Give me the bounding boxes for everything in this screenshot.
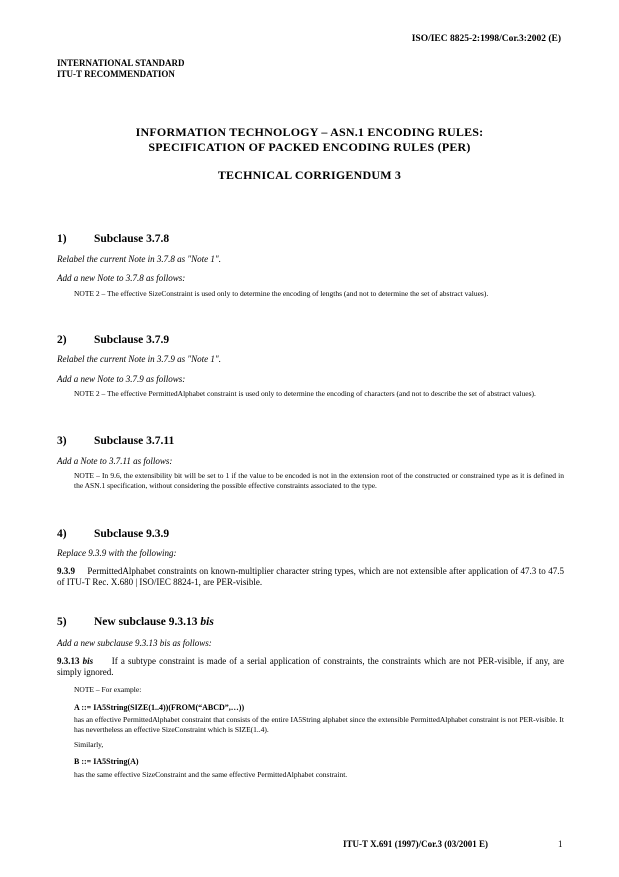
asn1-code-line: A ::= IA5String(SIZE(1..4))(FROM(“ABCD”,…)) [74,703,245,712]
section-title: New subclause 9.3.13 [94,616,198,628]
subclause-number: 9.3.9 [57,566,75,576]
note: NOTE – In 9.6, the extensibility bit will be set to 1 if the value to be encoded is not in the extension root of the constructed or constrained type as it is defined in the ASN.1 specification, without considering the possible effective constraints associated to the type. [74,471,564,490]
instruction: Relabel the current Note in 3.7.8 as "Note 1". [57,254,221,264]
section-2-heading [57,334,169,346]
section-number: 4) [57,528,67,540]
section-number: 3) [57,435,67,447]
subclause-number: 9.3.13 [57,656,80,666]
standard-line-2: ITU-T RECOMMENDATION [57,69,175,79]
subclause-number-suffix: bis [82,656,94,666]
section-4-heading [57,528,169,540]
standard-line-1: INTERNATIONAL STANDARD [57,58,185,68]
section-3-heading [57,435,174,447]
instruction: Add a Note to 3.7.11 as follows: [57,456,173,466]
instruction: Add a new Note to 3.7.8 as follows: [57,273,186,283]
note-text: has an effective PermittedAlphabet constraint that consists of the entire IA5String alphabet since the extensible PermittedAlphabet constraint is not PER-visible. It has nevertheless an effective SizeConstraint which is SIZE(1..4). [74,715,564,734]
subclause-paragraph [57,656,564,678]
note: NOTE 2 – The effective SizeConstraint is used only to determine the encoding of lengths (and not to determine the set of abstract values). [74,289,489,298]
page-number: 1 [558,839,563,849]
section-title: Subclause 3.7.9 [94,334,170,346]
title-line-1: INFORMATION TECHNOLOGY – ASN.1 ENCODING RULES: [135,125,484,139]
subclause-paragraph [57,566,564,588]
note-text: has the same effective SizeConstraint and the same effective PermittedAlphabet constraint. [74,770,348,779]
note-text: Similarly, [74,740,104,749]
note: NOTE 2 – The effective PermittedAlphabet constraint is used only to determine the encoding of characters (and not to describe the set of abstract values). [74,389,536,398]
subclause-text: PermittedAlphabet constraints on known-multiplier character string types, which are not extensible after application of 47.3 to 47.5 of ITU-T Rec. X.680 | ISO/IEC 8824-1, are PER-visible. [57,566,565,587]
subclause-text: If a subtype constraint is made of a serial application of constraints, the constraints which are not PER-visible, if any, are simply ignored. [57,656,564,677]
instruction: Relabel the current Note in 3.7.9 as "Note 1". [57,354,221,364]
doc-reference: ISO/IEC 8825-2:1998/Cor.3:2002 (E) [411,34,561,44]
section-number: 2) [57,334,67,346]
section-number: 5) [57,616,67,628]
section-5-heading [57,616,214,628]
section-title: Subclause 9.3.9 [94,528,170,540]
section-title-suffix: bis [200,616,214,628]
instruction: Add a new subclause 9.3.13 bis as follows: [57,638,212,648]
section-title: Subclause 3.7.11 [94,435,175,447]
section-number: 1) [57,233,67,245]
corrigendum-title: TECHNICAL CORRIGENDUM 3 [217,168,402,182]
instruction: Add a new Note to 3.7.9 as follows: [57,374,186,384]
instruction: Replace 9.3.9 with the following: [57,548,177,558]
footer-reference: ITU-T X.691 (1997)/Cor.3 (03/2001 E) [343,839,489,849]
standard-label [57,58,184,80]
title-line-2: SPECIFICATION OF PACKED ENCODING RULES (PER) [148,140,471,154]
asn1-code-line: B ::= IA5String(A) [74,757,139,766]
section-1-heading [57,233,169,245]
note-intro: NOTE – For example: [74,685,142,694]
section-title: Subclause 3.7.8 [94,233,170,245]
